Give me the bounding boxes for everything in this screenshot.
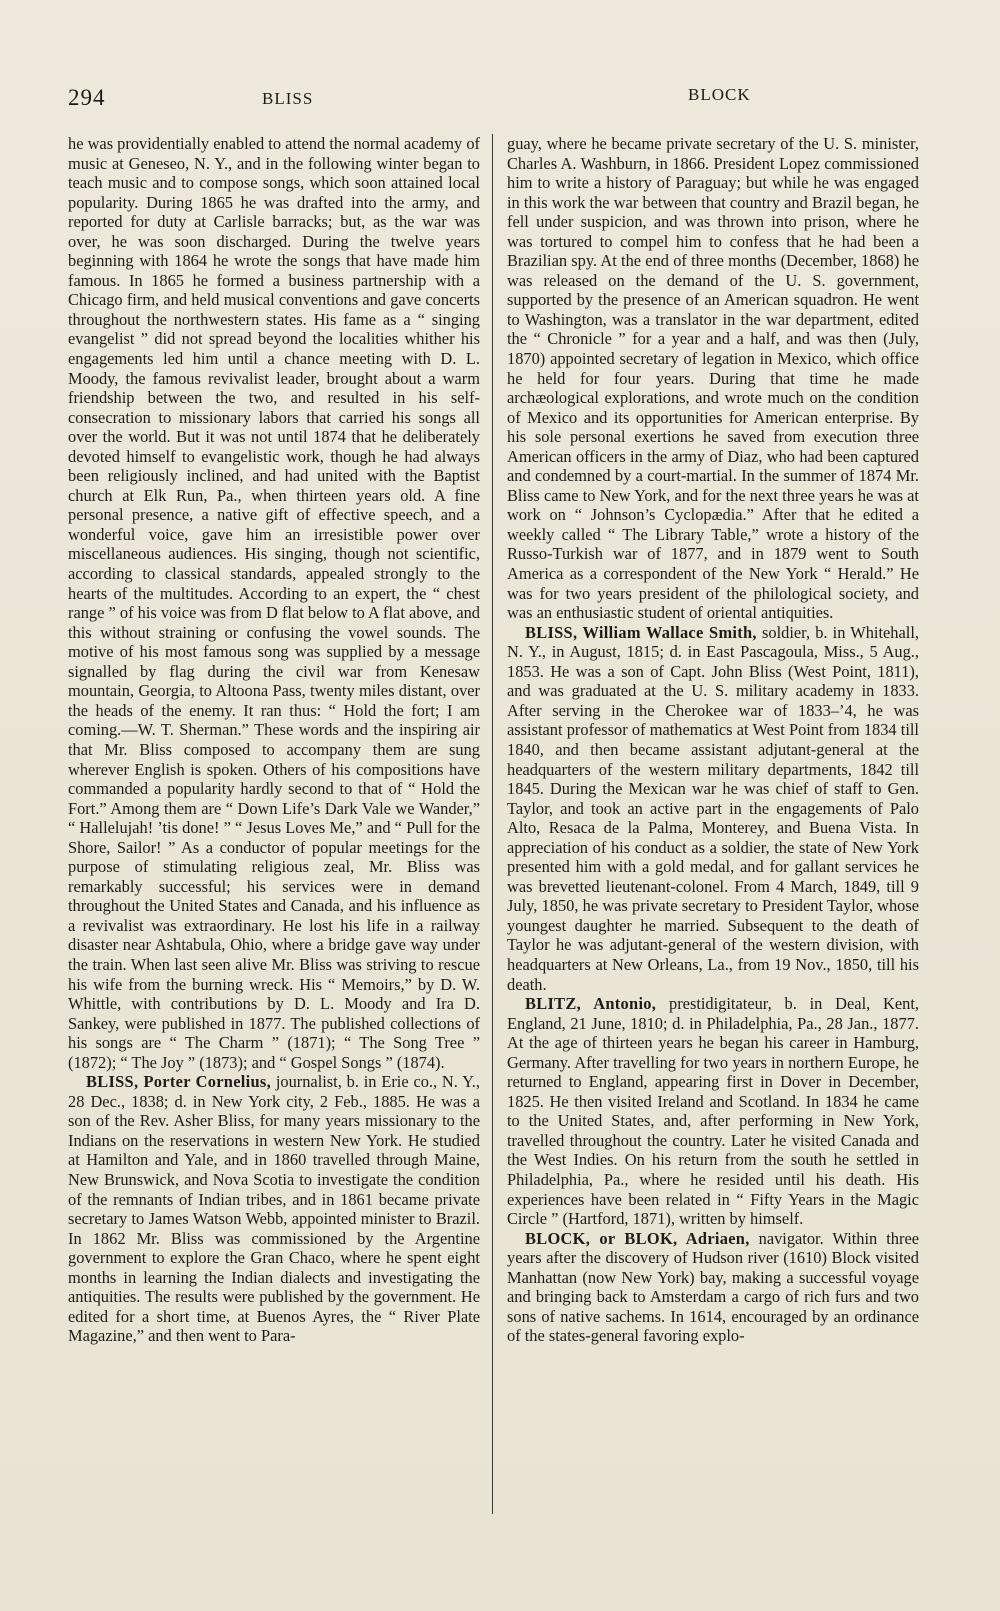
entry-text: prestidigitateur, b. in Deal, Kent, England, 21 June, 1810; d. in Philadelphia, Pa., 28 Jan., 1877. At the age of thirteen years he began his career in Hamburg, Germany. After travelling for two years in northern Europe, he returned to England, appearing first in Dover in December, 1825. He then visited Ireland and Scotland. In 1834 he came to the United States, and, after performing in New York, travelled throughout the country. Later he visited Canada and the West Indies. On his return from the south he settled in Philadelphia, Pa., where he resided until his death. His experiences have been related in “ Fifty Years in the Magic Circle ” (Hartford, 1871), written by himself.	[507, 994, 920, 1229]
entry-text: journalist, b. in Erie co., N. Y., 28 Dec., 1838; d. in New York city, 2 Feb., 1885. He was a son of the Rev. Asher Bliss, for many years missionary to the Indians on the reservations in western New York. He studied at Hamilton and Yale, and in 1860 travelled through Maine, New Brunswick, and Nova Scotia to investigate the condition of the remnants of Indian tribes, and in 1861 became private secretary to James Watson Webb, appointed minister to Brazil. In 1862 Mr. Bliss was commissioned by the Argentine government to explore the Gran Chaco, where he spent eight months in learning the Indian dialects and investigating the antiquities. The results were published by the government. He edited for a short time, at Buenos Ayres, the “ River Plate Magazine,” and then went to Para-	[68, 1072, 480, 1346]
headword: BLITZ, Antonio,	[525, 994, 657, 1014]
left-running-head: BLISS	[262, 89, 314, 108]
headword: BLISS, William Wallace Smith,	[525, 622, 757, 642]
page-number: 294	[68, 85, 106, 110]
headword: BLOCK, or BLOK, Adriaen,	[525, 1228, 750, 1248]
entry-bliss-william	[507, 623, 919, 994]
entry-bliss-porter	[68, 1072, 480, 1346]
left-column	[68, 134, 480, 1516]
entry-text: soldier, b. in Whitehall, N. Y., in August, 1815; d. in East Pascagoula, Miss., 5 Aug., 1853. He was a son of Capt. John Bliss (West Point, 1811), and was graduated at the U. S. military academy in 1833. After serving in the Cherokee war of 1833–’4, he was assistant professor of mathematics at West Point from 1834 till 1840, and then became assistant adjutant-general at the headquarters of the western military departments, 1842 till 1845. During the Mexican war he was chief of staff to Gen. Taylor, and took an active part in the engagements of Palo Alto, Resaca de la Palma, Monterey, and Buena Vista. In appreciation of his conduct as a soldier, the state of New York presented him with a gold medal, and for gallant services he was brevetted lieutenant-colonel. From 4 March, 1849, till 9 July, 1850, he was private secretary to President Taylor, whose youngest daughter he married. Subsequent to the death of Taylor he was adjutant-general of the western division, with headquarters at New Orleans, La., from 19 Nov., 1850, till his death.	[507, 622, 919, 994]
headword: BLISS, Porter Cornelius,	[86, 1072, 271, 1092]
entry-text: navigator. Within three years after the discovery of Hudson river (1610) Block visited Manhattan (now New York) bay, making a successful voyage and bringing back to Amsterdam a cargo of rich furs and two sons of native sachems. In 1614, encouraged by an ordinance of the states-general favoring explo-	[507, 1228, 919, 1346]
bliss-philip-continuation: he was providentially enabled to attend the normal academy of music at Geneseo, N. Y., and in the following winter began to teach music and to compose songs, which soon attained local popularity. During 1865 he was drafted into the army, and reported for duty at Carlisle barracks; but, as the war was over, he was soon discharged. During the twelve years beginning with 1864 he wrote the songs that have made him famous. In 1865 he formed a business partnership with a Chicago firm, and held musical conventions and gave concerts throughout the northwestern states. His fame as a “ singing evangelist ” did not spread beyond the localities whither his engagements led him until a chance meeting with D. L. Moody, the famous revivalist leader, brought about a warm friendship between the two, and resulted in his self-consecration to missionary labors that carried his songs all over the world. But it was not until 1874 that he deliberately devoted himself to evangelistic work, though he had always been religiously inclined, and had united with the Baptist church at Elk Run, Pa., when thirteen years old. A fine personal presence, a native gift of effective speech, and a wonderful voice, gave him an irresistible power over miscellaneous audiences. His singing, though not scientific, according to classical standards, appealed strongly to the hearts of the multitudes. According to an expert, the “ chest range ” of his voice was from D flat below to A flat above, and this without straining or confusing the vowel sounds. The motive of his most famous song was supplied by a message signalled by flag during the civil war from Kenesaw mountain, Georgia, to Altoona Pass, twenty miles distant, over the heads of the enemy. It ran thus: “ Hold the fort; I am coming.—W. T. Sherman.” These words and the inspiring air that Mr. Bliss composed to accompany them are sung wherever English is spoken. Others of his compositions have commanded a popularity hardly second to that of “ Hold the Fort.” Among them are “ Down Life’s Dark Vale we Wander,” “ Hallelujah! ’tis done! ” “ Jesus Loves Me,” and “ Pull for the Shore, Sailor! ” As a conductor of popular meetings for the purpose of stimulating religious zeal, Mr. Bliss was remarkably successful; his services were in demand throughout the United States and Canada, and his influence as a revivalist was extraordinary. He lost his life in a railway disaster near Ashtabula, Ohio, where a bridge gave way under the train. When last seen alive Mr. Bliss was striving to rescue his wife from the burning wreck. His “ Memoirs,” by D. W. Whittle, with contributions by D. L. Moody and Ira D. Sankey, were published in 1877. The published collections of his songs are “ The Charm ” (1871); “ The Song Tree ” (1872); “ The Joy ” (1873); and “ Gospel Songs ” (1874).	[68, 134, 480, 1072]
right-running-head: BLOCK	[688, 85, 751, 104]
column-divider	[492, 134, 493, 1514]
right-column	[507, 134, 919, 1516]
entry-blitz-antonio	[507, 994, 919, 1229]
page-header	[66, 85, 950, 119]
entry-block-adriaen	[507, 1229, 919, 1346]
bliss-porter-continuation: guay, where he became private secretary of the U. S. minister, Charles A. Washburn, in 1866. President Lopez commissioned him to write a history of Paraguay; but while he was engaged in this work the war between that country and Brazil began, he fell under suspicion, and was thrown into prison, where he was tortured to compel him to confess that he had been a Brazilian spy. At the end of three months (December, 1868) he was released on the demand of the U. S. government, supported by the presence of an American squadron. He went to Washington, was a translator in the war department, edited the “ Chronicle ” for a year and a half, and was then (July, 1870) appointed secretary of legation in Mexico, which office he held for four years. During that time he made archæological explorations, and wrote much on the condition of Mexico and its opportunities for American enterprise. By his sole personal exertions he saved from execution three American officers in the army of Diaz, who had been captured and condemned by a court-martial. In the summer of 1874 Mr. Bliss came to New York, and for the next three years he was at work on “ Johnson’s Cyclopædia.” After that he edited a weekly called “ The Library Table,” wrote a history of the Russo-Turkish war of 1877, and in 1879 went to South America as a correspondent of the New York “ Herald.” He was for two years president of the philological society, and was an enthusiastic student of oriental antiquities.	[507, 134, 919, 623]
